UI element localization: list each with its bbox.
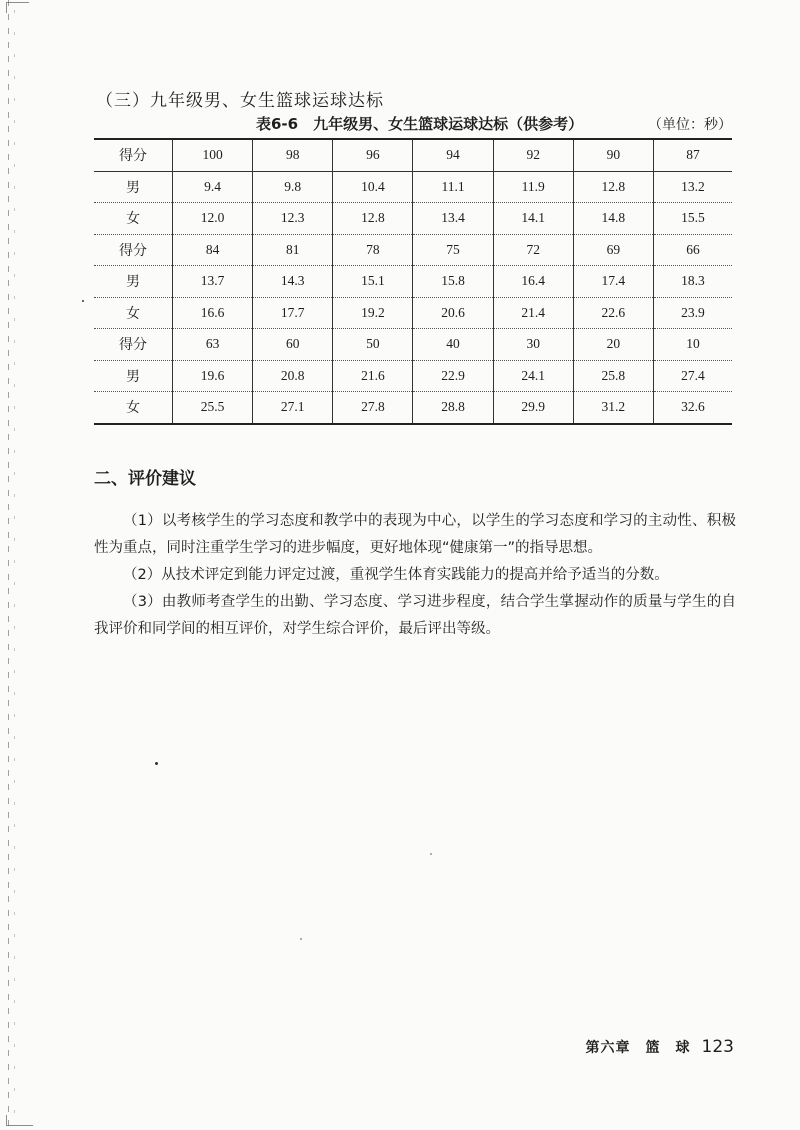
- value-cell: 16.4: [493, 266, 573, 298]
- value-cell: 13.2: [653, 171, 732, 203]
- value-cell: 32.6: [653, 392, 732, 424]
- value-cell: 9.4: [173, 171, 253, 203]
- value-cell: 21.6: [333, 360, 413, 392]
- scan-speck: [155, 762, 158, 765]
- paragraph: （2）从技术评定到能力评定过渡，重视学生体育实践能力的提高并给予适当的分数。: [123, 567, 669, 583]
- value-cell: 15.8: [413, 266, 493, 298]
- value-cell: 19.6: [173, 360, 253, 392]
- dribbling-standards-table: [94, 138, 732, 425]
- value-cell: 40: [413, 329, 493, 361]
- chapter-title: 第六章 篮 球: [585, 1040, 691, 1056]
- value-cell: 20.6: [413, 297, 493, 329]
- value-cell: 98: [253, 139, 333, 171]
- value-cell: 12.0: [173, 203, 253, 235]
- table-row: [94, 234, 732, 266]
- value-cell: 17.4: [573, 266, 653, 298]
- value-cell: 81: [253, 234, 333, 266]
- evaluation-heading: 二、评价建议: [94, 469, 196, 489]
- value-cell: 15.1: [333, 266, 413, 298]
- value-cell: 16.6: [173, 297, 253, 329]
- table-row: [94, 360, 732, 392]
- value-cell: 72: [493, 234, 573, 266]
- page-number: 123: [701, 1037, 734, 1057]
- value-cell: 9.8: [253, 171, 333, 203]
- value-cell: 29.9: [493, 392, 573, 424]
- value-cell: 90: [573, 139, 653, 171]
- value-cell: 17.7: [253, 297, 333, 329]
- value-cell: 22.6: [573, 297, 653, 329]
- value-cell: 25.8: [573, 360, 653, 392]
- value-cell: 87: [653, 139, 732, 171]
- table-row: [94, 329, 732, 361]
- value-cell: 15.5: [653, 203, 732, 235]
- value-cell: 75: [413, 234, 493, 266]
- value-cell: 69: [573, 234, 653, 266]
- value-cell: 50: [333, 329, 413, 361]
- value-cell: 66: [653, 234, 732, 266]
- scan-speck: [300, 938, 302, 940]
- value-cell: 10: [653, 329, 732, 361]
- value-cell: 25.5: [173, 392, 253, 424]
- value-cell: 20: [573, 329, 653, 361]
- row-label-cell: 得分: [94, 139, 173, 171]
- value-cell: 31.2: [573, 392, 653, 424]
- value-cell: 92: [493, 139, 573, 171]
- value-cell: 28.8: [413, 392, 493, 424]
- paragraph: （1）以考核学生的学习态度和教学中的表现为中心，以学生的学习态度和学习的主动性、积极性为重点，同时注重学生学习的进步幅度，更好地体现“健康第一”的指导思想。: [94, 513, 736, 556]
- value-cell: 12.3: [253, 203, 333, 235]
- value-cell: 27.8: [333, 392, 413, 424]
- table-unit: （单位：秒）: [648, 117, 732, 133]
- value-cell: 84: [173, 234, 253, 266]
- row-label-cell: 得分: [94, 234, 173, 266]
- value-cell: 27.4: [653, 360, 732, 392]
- value-cell: 24.1: [493, 360, 573, 392]
- scan-speck: [82, 300, 84, 302]
- table-row: [94, 266, 732, 298]
- value-cell: 20.8: [253, 360, 333, 392]
- table-row: [94, 297, 732, 329]
- value-cell: 27.1: [253, 392, 333, 424]
- value-cell: 94: [413, 139, 493, 171]
- value-cell: 11.9: [493, 171, 573, 203]
- row-label-cell: 女: [94, 203, 173, 235]
- table-row: [94, 203, 732, 235]
- row-label-cell: 男: [94, 171, 173, 203]
- value-cell: 13.4: [413, 203, 493, 235]
- value-cell: 10.4: [333, 171, 413, 203]
- value-cell: 11.1: [413, 171, 493, 203]
- value-cell: 63: [173, 329, 253, 361]
- page-footer: [585, 1037, 734, 1057]
- paragraph: （3）由教师考查学生的出勤、学习态度、学习进步程度，结合学生掌握动作的质量与学生的自我评价和同学间的相互评价，对学生综合评价，最后评出等级。: [94, 594, 736, 637]
- value-cell: 78: [333, 234, 413, 266]
- scan-speck: [430, 853, 432, 855]
- table-row: [94, 392, 732, 424]
- value-cell: 12.8: [333, 203, 413, 235]
- scan-corner-mark: [6, 2, 29, 13]
- value-cell: 60: [253, 329, 333, 361]
- row-label-cell: 女: [94, 297, 173, 329]
- section-heading: （三）九年级男、女生篮球运球达标: [96, 91, 384, 111]
- evaluation-body: [94, 508, 736, 643]
- value-cell: 100: [173, 139, 253, 171]
- value-cell: 96: [333, 139, 413, 171]
- row-label-cell: 得分: [94, 329, 173, 361]
- value-cell: 30: [493, 329, 573, 361]
- table-caption: 表6-6 九年级男、女生篮球运球达标（供参考）: [256, 115, 584, 133]
- value-cell: 18.3: [653, 266, 732, 298]
- row-label-cell: 女: [126, 400, 140, 417]
- value-cell: 21.4: [493, 297, 573, 329]
- scan-corner-mark-bottom: [6, 1115, 33, 1126]
- value-cell: 14.8: [573, 203, 653, 235]
- value-cell: 22.9: [413, 360, 493, 392]
- row-label-cell: 男: [94, 360, 173, 392]
- value-cell: 12.8: [573, 171, 653, 203]
- value-cell: 13.7: [173, 266, 253, 298]
- value-cell: 14.3: [253, 266, 333, 298]
- table-row: [94, 139, 732, 171]
- value-cell: 23.9: [653, 297, 732, 329]
- table-row: [94, 171, 732, 203]
- row-label-cell: 男: [94, 266, 173, 298]
- binding-edge: [8, 0, 9, 1130]
- value-cell: 14.1: [493, 203, 573, 235]
- binding-edge-inner: [14, 10, 15, 1120]
- value-cell: 19.2: [333, 297, 413, 329]
